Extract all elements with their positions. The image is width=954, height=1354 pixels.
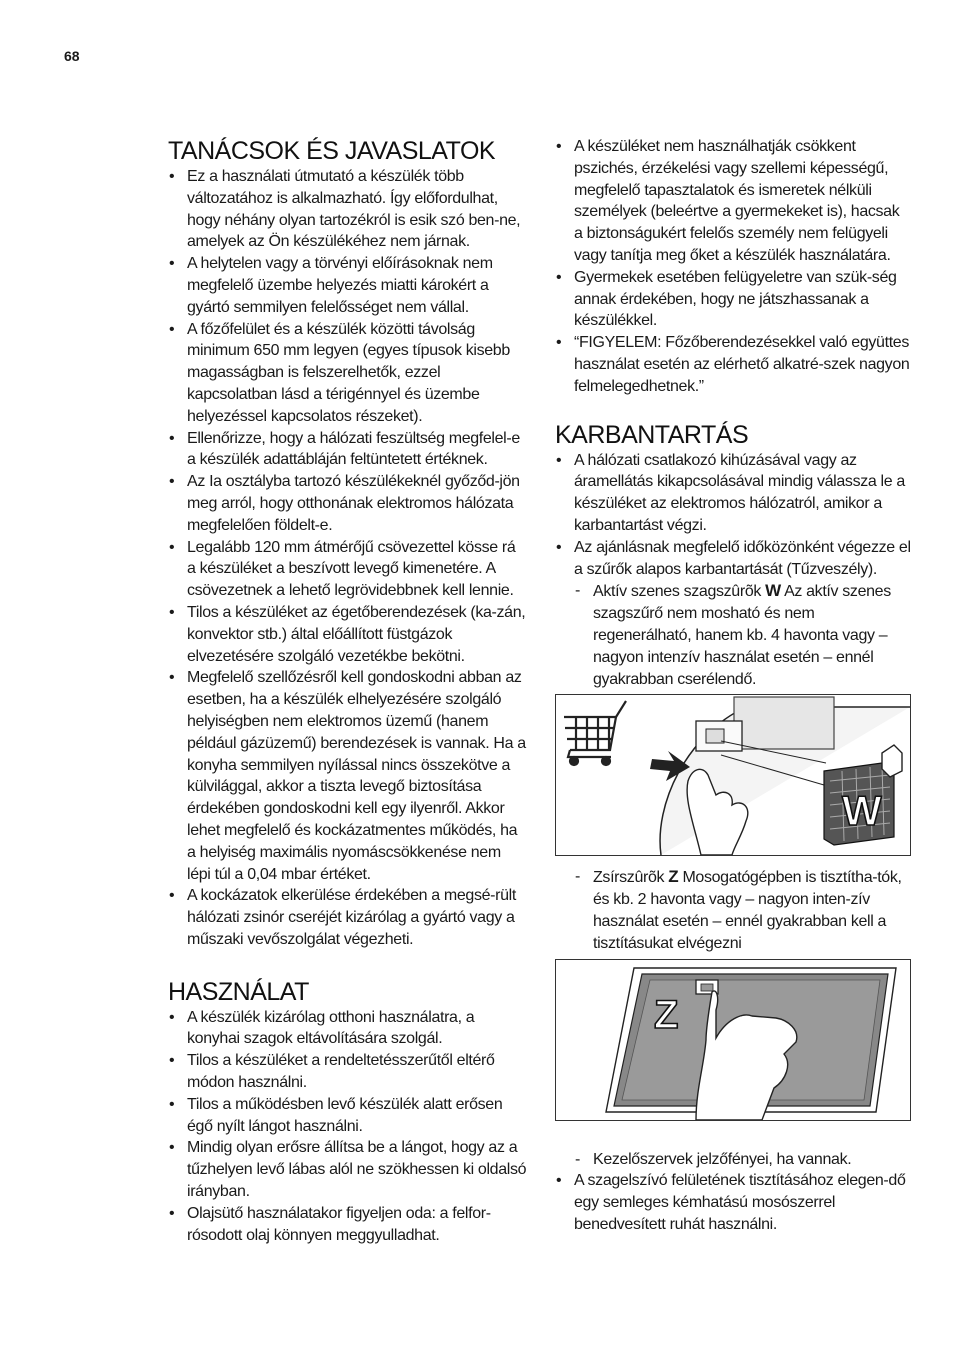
usage-list — [168, 1007, 528, 1247]
list-item: • A hálózati csatlakozó kihúzásával vagy az áramellátás kikapcsolásával mindig válassza le a készüléket az elektromos hálózatról, amikor a karbantartást végzi. — [555, 450, 911, 537]
list-item: • A helytelen vagy a törvényi előírásoknak nem megfelelő üzembe helyezés miatti károkért a gyártó semmilyen felelősséget nem vállal. — [168, 253, 528, 318]
filter-sublist — [555, 580, 911, 690]
grease-filter-sublist — [555, 866, 911, 954]
list-item: • A szagelszívó felületének tisztításához elegen-dő egy semleges kémhatású mosószerrel benedvesített ruhát használni. — [555, 1170, 911, 1235]
charcoal-filter-title: Aktív szenes szagszûrõk — [593, 583, 762, 601]
list-item: • Olajsütő használatakor figyeljen oda: a felfor-rósodott olaj könnyen meggyulladhat. — [168, 1203, 528, 1247]
list-item: • Gyermekek esetében felügyeletre van szük-ség annak érdekében, hogy ne játszhassanak a készülékkel. — [555, 267, 911, 332]
tips-heading: TANÁCSOK ÉS JAVASLATOK — [168, 137, 496, 165]
grease-filter-text: Mosogatógépben is tisztítha-tók, és kb. 2 havonta vagy – nagyon inten-zív használat esetén – ennél gyakrabban kell a tisztításukat elvégezni — [593, 869, 902, 952]
sublist-item-indicators: - Kezelőszervek jelzőfényei, ha vannak. — [555, 1149, 911, 1171]
list-item: • A kockázatok elkerülése érdekében a megsé-rült hálózati zsinór cseréjét kizárólag a gyártó vagy a műszaki vevőszolgálat végezheti. — [168, 885, 528, 950]
list-item: • Ellenőrizze, hogy a hálózati feszültség megfelel-e a készülék adattábláján feltüntetett értéknek. — [168, 428, 528, 472]
list-item: • Tilos a készüléket az égetőberendezések (ka-zán, konvektor stb.) által előállított füstgázok elvezetésére szolgáló vezetékbe bekötni. — [168, 602, 528, 667]
indicator-sublist — [555, 1149, 911, 1171]
list-item: • A főzőfelület és a készülék közötti távolság minimum 650 mm legyen (egyes típusok kisebb magasságban is felszerelhetők, ezzel kapcsolatban lásd a térigénnyel és üzembe helyezéssel kapcsolatos részeket). — [168, 319, 528, 428]
sublist-item-charcoal-filter — [555, 580, 911, 690]
charcoal-filter-illustration — [556, 695, 910, 855]
safety-list — [555, 136, 911, 398]
right-column — [555, 136, 911, 1236]
list-item: • Tilos a készüléket a rendeltetésszerűtől eltérő módon használni. — [168, 1050, 528, 1094]
charcoal-filter-text: Az aktív szenes szagszűrő nem mosható és nem regenerálható, hanem kb. 4 havonta vagy – nagyon intenzív használat esetén – ennél gyakrabban cserélendő. — [593, 583, 891, 688]
grease-filter-letter: Z — [668, 867, 679, 887]
list-item: • Legalább 120 mm átmérőjű csövezettel kösse rá a készüléket a beszívott levegő kimenetére. A csövezetnek a lehető legrövidebbnek kell lennie. — [168, 537, 528, 602]
list-item: • “FIGYELEM: Főzőberendezésekkel való együttes használat esetén az elérhető alkatré-szek nagyon felmelegedhetnek.” — [555, 332, 911, 397]
tips-list — [168, 166, 528, 951]
grease-filter-title: Zsírszûrõk — [593, 869, 665, 887]
page-number: 68 — [64, 48, 80, 64]
list-item: • A készülék kizárólag otthoni használatra, a konyhai szagok eltávolítására szolgál. — [168, 1007, 528, 1051]
list-item: • Az Ia osztályba tartozó készülékeknél győződ-jön meg arról, hogy otthonának elektromos hálózata megfelelően földelt-e. — [168, 471, 528, 536]
usage-heading: HASZNÁLAT — [168, 977, 309, 1006]
list-item: • Tilos a működésben levő készülék alatt erősen égő nyílt lángot használni. — [168, 1094, 528, 1138]
figure-w-label: W — [842, 787, 882, 835]
grease-filter-figure — [555, 959, 911, 1121]
list-item: • Megfelelő szellőzésről kell gondoskodni abban az esetben, ha a készülék elhelyezésére szolgáló helyiségben nem elektromos üzemű (hanem például gázüzemű) berendezések is vannak. Ha a konyha semmilyen nyílással nincs összekötve a külvilággal, akkor a tiszta levegő biztosítása érdekében gondoskodni kell egy ilyenről. Akkor lehet megfelelő és kockázatmentes működés, ha a helyiség maximális nyomáscsökkenése nem lépi túl a 0,04 mbar értéket. — [168, 667, 528, 885]
charcoal-filter-letter: W — [765, 581, 781, 601]
figure-z-label: Z — [654, 992, 679, 1037]
left-column — [168, 136, 528, 1246]
grease-filter-illustration — [556, 960, 910, 1120]
list-item: • A készüléket nem használhatják csökkent pszichés, érzékelési vagy szellemi képességű, megfelelő tapasztalatok és ismeretek nélküli személyek (beleértve a gyermekeket is), hacsak a biztonságukért felelős személy nem felügyeli vagy tanítja meg őket a készülék használatára. — [555, 136, 911, 267]
shopping-cart-icon — [564, 701, 626, 765]
list-item: • Mindig olyan erősre állítsa be a lángot, hogy az a tűzhelyen levő lábas alól ne szökhessen ki oldalsó irányban. — [168, 1137, 528, 1202]
list-item: • Ez a használati útmutató a készülék több változatához is alkalmazható. Így előfordulhat, hogy néhány olyan tartozékról is esik szó ben-ne, amelyek az Ön készülékéhez nem járnak. — [168, 166, 528, 253]
cleaning-list — [555, 1170, 911, 1235]
list-item-text: Az ajánlásnak megfelelő időközönként végezze el a szűrők alapos karbantartását (Tűzveszély). — [574, 538, 911, 578]
maintenance-list — [555, 450, 911, 581]
list-item — [555, 537, 911, 581]
charcoal-filter-figure — [555, 694, 911, 856]
maintenance-heading: KARBANTARTÁS — [555, 420, 749, 449]
sublist-item-grease-filter — [555, 866, 911, 954]
